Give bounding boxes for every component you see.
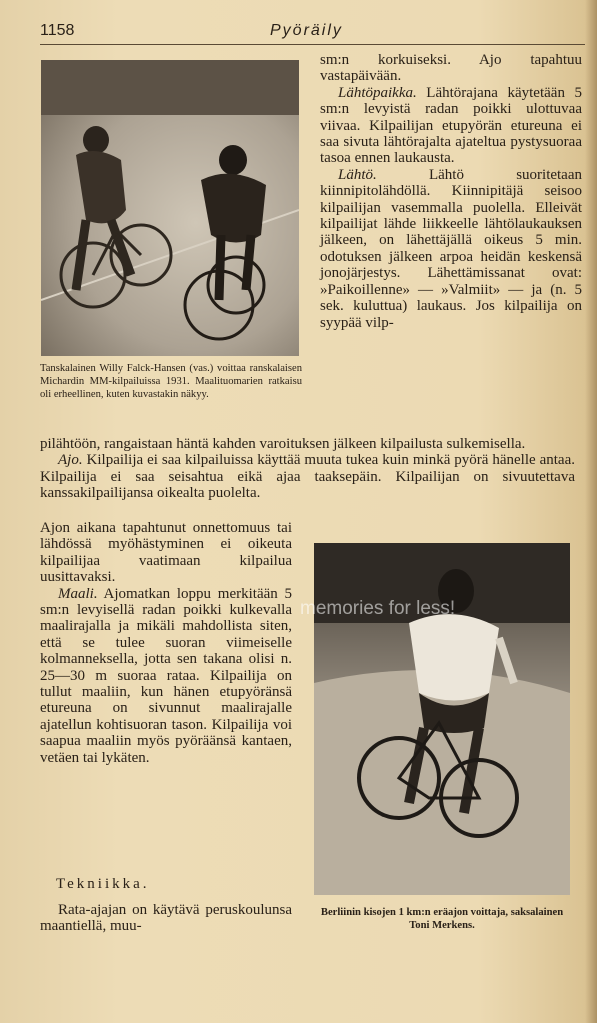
paragraph-text: Kilpailija ei saa kilpailuissa käyttää muuta tukea kuin minkä pyörä hänelle antaa. Kilpailija ei saa seisahtua eikä ajaa taaksepäin. Kilpailijan on sivuutettava kanssakilpailijansa oikealta puolelta. xyxy=(40,452,575,502)
watermark-text: memories for less! xyxy=(300,598,456,619)
left-column-text-bottom xyxy=(40,902,292,935)
running-title: Pyöräily xyxy=(270,22,343,39)
paragraph-maali xyxy=(40,586,292,766)
section-label: Ajo. xyxy=(58,452,83,469)
left-column-text xyxy=(40,520,292,766)
paragraph-text: Ajomatkan loppu merkitään 5 sm:n levyisellä radan poikki kulkevalla maalirajalla ja mikäli mahdollista siten, että se tulee suoran viimeiselle kolmanneksella, jotta sen takana olisi n. 25—30 m suoraa rataa. Kilpailija on tullut maaliin, kun hänen etupyöränsä etureuna on sivunnut maalirajalle ajatellun kohtisuoran tason. Kilpailija voi saapua maaliin myös pyöräänsä kantaen, vetäen tai lykäten. xyxy=(40,585,292,766)
section-label: Lähtöpaikka. xyxy=(338,84,417,101)
paragraph-lahto xyxy=(320,167,582,331)
paragraph-lahtopaikka xyxy=(320,85,582,167)
page-spine-shadow xyxy=(585,0,597,1023)
section-label: Lähtö. xyxy=(338,166,377,183)
full-width-text xyxy=(40,436,575,502)
section-label: Maali. xyxy=(58,585,98,602)
paragraph: sm:n korkuiseksi. Ajo tapahtuu vastapäivään. xyxy=(320,52,582,85)
photo1-caption: Tanskalainen Willy Falck-Hansen (vas.) voittaa ranskalaisen Michardin MM-kilpailuissa 1931. Maalituomarien ratkaisu oli erheellinen, kuten kuvastakin näkyy. xyxy=(40,363,302,400)
paragraph-text: Lähtö suoritetaan kiinnipitolähdöllä. Kiinnipitäjä seisoo kilpailijan vasemmalla puolella. Elleivät kilpailijat lähde liikkeelle lähtölaukauksen jälkeen, on lähettäjällä oikeus 5 min. odotuksen jälkeen arpoa heidän keskensä jonojärjestys. Lähettämissanat ovat: »Paikoillenne» — »Valmiit» — ja (n. 5 sek. kuluttua) laukaus. Jos kilpailija on syypää vilp- xyxy=(320,166,582,331)
page-header xyxy=(40,20,580,44)
header-rule xyxy=(40,44,585,45)
page-number: 1158 xyxy=(40,22,75,39)
paragraph-text: Lähtörajana käytetään 5 sm:n levyistä radan poikki ulottuvaa viivaa. Kilpailijan etupyörän etureuna ei saa sivuta lähtörajalta ajateltua pystysuoraa tasoa ennen laukausta. xyxy=(320,84,582,167)
photo-toni-merkens xyxy=(314,543,570,895)
paragraph: pilähtöön, rangaistaan häntä kahden varoituksen jälkeen kilpailusta sulkemisella. xyxy=(40,436,526,452)
section-heading: Tekniikka. xyxy=(56,876,150,892)
paragraph: Ajon aikana tapahtunut onnettomuus tai lähdössä myöhästyminen ei oikeuta kilpailijaa vaatimaan kilpailua uusittavaksi. xyxy=(40,520,292,586)
paragraph-ajo xyxy=(40,452,575,501)
photo-sprint-finish xyxy=(41,60,299,356)
right-column-text xyxy=(320,52,582,331)
paragraph: Rata-ajajan on käytävä peruskoulunsa maantiellä, muu- xyxy=(40,902,292,935)
photo2-caption: Berliinin kisojen 1 km:n eräajon voittaja, saksalainen Toni Merkens. xyxy=(320,907,564,931)
